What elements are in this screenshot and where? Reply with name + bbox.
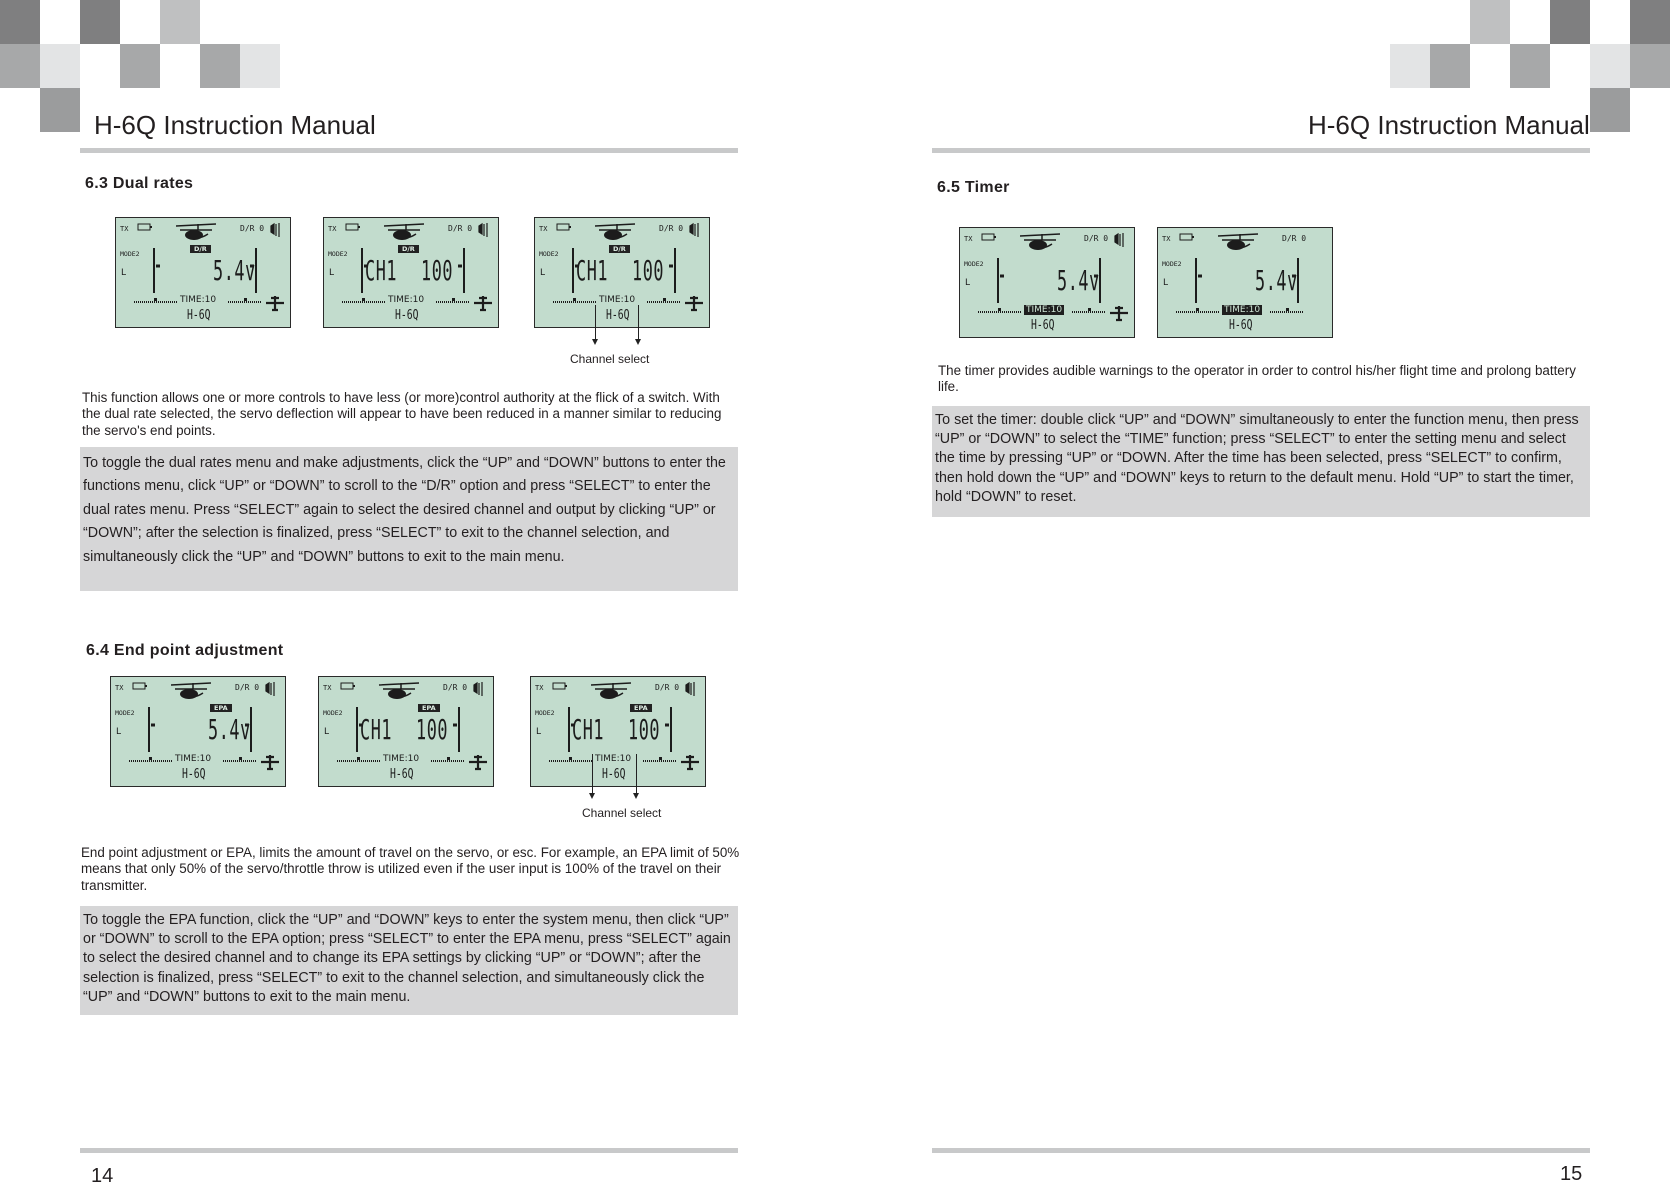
lcd-value: 100 xyxy=(421,254,454,287)
lcd-tx-label: TX xyxy=(539,225,548,233)
channel-select-arrow xyxy=(592,754,593,795)
dual-rates-instructions: To toggle the dual rates menu and make adjustments, click the “UP” and “DOWN” buttons to enter the functions menu, click “UP” or “DOWN” to scroll to the “D/R” option and press “SELECT” to enter the dual rates menu. Press “SELECT” again to select the desired channel and output by clicking “UP” or “DOWN”; after the selection is finalized, press “SELECT” to exit to the channel selection, and simultaneously click the “UP” and “DOWN” buttons to exit to the main menu. xyxy=(83,455,726,565)
lcd-l-label: L xyxy=(121,268,127,278)
lcd-timer-setting xyxy=(1157,227,1333,338)
left-page-number: 14 xyxy=(91,1165,114,1183)
left-footer-rule xyxy=(80,1148,738,1153)
lcd-model: H-6Q xyxy=(390,767,414,782)
lcd-dr-label: D/R 0 xyxy=(1282,234,1307,243)
dual-rates-instructions-box xyxy=(80,447,738,591)
right-page-number: 15 xyxy=(1560,1163,1583,1183)
channel-select-arrow xyxy=(636,754,637,795)
lcd-dr-tag: D/R xyxy=(609,245,630,253)
lcd-l-label: L xyxy=(536,727,542,737)
lcd-l-label: L xyxy=(324,727,330,737)
lcd-mode-label: MODE2 xyxy=(328,250,348,258)
lcd-model: H-6Q xyxy=(187,308,211,323)
lcd-mode-label: MODE2 xyxy=(535,709,555,717)
lcd-dr-label: D/R 0 xyxy=(1084,234,1109,243)
lcd-mode-label: MODE2 xyxy=(323,709,343,717)
lcd-dr-label: D/R 0 xyxy=(235,683,260,692)
lcd-epa-tag: EPA xyxy=(630,704,652,712)
end-point-title: 6.4 End point adjustment xyxy=(86,642,284,659)
lcd-dual-rates-ch1 xyxy=(323,217,499,328)
lcd-tx-label: TX xyxy=(964,235,973,243)
lcd-voltage: 5.4v xyxy=(213,254,256,287)
lcd-timer-main xyxy=(959,227,1135,338)
lcd-time: TIME:10 xyxy=(595,754,632,764)
lcd-dr-label: D/R 0 xyxy=(659,224,684,233)
lcd-channel: CH1 xyxy=(360,713,393,746)
timer-description: The timer provides audible warnings to the operator in order to control his/her flight time and prolong battery life. xyxy=(938,363,1576,395)
lcd-mode-label: MODE2 xyxy=(120,250,140,258)
lcd-channel: CH1 xyxy=(365,254,398,287)
lcd-time: TIME:10 xyxy=(180,295,217,305)
timer-title: 6.5 Timer xyxy=(937,179,1010,196)
lcd-l-label: L xyxy=(965,278,971,288)
lcd-model: H-6Q xyxy=(1031,318,1055,333)
lcd-time: TIME:10 xyxy=(175,754,212,764)
channel-select-arrow xyxy=(638,305,639,341)
lcd-dr-label: D/R 0 xyxy=(240,224,265,233)
lcd-mode-label: MODE2 xyxy=(964,260,984,268)
lcd-voltage: 5.4v xyxy=(1057,264,1100,297)
lcd-epa-ch1-select xyxy=(530,676,706,787)
lcd-model: H-6Q xyxy=(602,767,626,782)
lcd-l-label: L xyxy=(1163,278,1169,288)
lcd-dr-label: D/R 0 xyxy=(655,683,680,692)
lcd-epa-tag: EPA xyxy=(210,704,232,712)
lcd-dr-label: D/R 0 xyxy=(443,683,468,692)
lcd-dual-rates-ch1-select xyxy=(534,217,710,328)
lcd-l-label: L xyxy=(540,268,546,278)
lcd-l-label: L xyxy=(329,268,335,278)
lcd-mode-label: MODE2 xyxy=(539,250,559,258)
lcd-epa-tag: EPA xyxy=(418,704,440,712)
lcd-tx-label: TX xyxy=(120,225,129,233)
lcd-value: 100 xyxy=(628,713,661,746)
end-point-instructions: To toggle the EPA function, click the “UP” and “DOWN” keys to enter the system menu, then click “UP” or “DOWN” to scroll to the EPA option; press “SELECT” to enter the EPA menu, press “SELECT” again to select the desired channel and to change its EPA settings by clicking “UP” or “DOWN”; after the selection is finalized, press “SELECT” to exit to the channel selection, and simultaneously click the “UP” and “DOWN” buttons to exit to the main menu. xyxy=(83,912,731,1005)
lcd-tx-label: TX xyxy=(535,684,544,692)
lcd-dr-tag: D/R xyxy=(398,245,419,253)
lcd-model: H-6Q xyxy=(1229,318,1253,333)
right-header-rule xyxy=(932,148,1590,153)
right-footer-rule xyxy=(932,1148,1590,1153)
lcd-dr-label: D/R 0 xyxy=(448,224,473,233)
lcd-epa-main xyxy=(110,676,286,787)
lcd-model: H-6Q xyxy=(606,308,630,323)
channel-select-caption: Channel select xyxy=(582,806,662,820)
lcd-epa-ch1 xyxy=(318,676,494,787)
lcd-tx-label: TX xyxy=(323,684,332,692)
lcd-dual-rates-main xyxy=(115,217,291,328)
dual-rates-title: 6.3 Dual rates xyxy=(85,175,194,192)
channel-select-arrow xyxy=(595,305,596,341)
lcd-voltage: 5.4v xyxy=(208,713,251,746)
timer-instructions: To set the timer: double click “UP” and “DOWN” simultaneously to enter the function menu, then press “UP” or “DOWN” to select the “TIME” function; press “SELECT” to enter the setting menu and select the time by pressing “UP” or “DOWN. After the time has been selected, press “SELECT” to confirm, then hold down the “UP” and “DOWN” keys to return to the default menu. Hold “UP” to start the timer, hold “DOWN” to reset. xyxy=(935,412,1579,505)
lcd-model: H-6Q xyxy=(395,308,419,323)
lcd-time-highlighted: TIME:10 xyxy=(1224,305,1261,315)
lcd-mode-label: MODE2 xyxy=(115,709,135,717)
lcd-channel: CH1 xyxy=(576,254,609,287)
lcd-l-label: L xyxy=(116,727,122,737)
lcd-model: H-6Q xyxy=(182,767,206,782)
lcd-time: TIME:10 xyxy=(383,754,420,764)
lcd-time-highlighted: TIME:10 xyxy=(1026,305,1063,315)
lcd-value: 100 xyxy=(632,254,665,287)
lcd-voltage: 5.4v xyxy=(1255,264,1298,297)
lcd-channel: CH1 xyxy=(572,713,605,746)
right-page-header: H-6Q Instruction Manual xyxy=(1308,110,1590,140)
end-point-instructions-box xyxy=(80,906,738,1015)
dual-rates-description: This function allows one or more controls to have less (or more)control authority at the flick of a switch. With the dual rate selected, the servo deflection will appear to have been reduced in a manner similar to reducing the servo's end points. xyxy=(82,390,722,438)
lcd-value: 100 xyxy=(416,713,449,746)
lcd-tx-label: TX xyxy=(1162,235,1171,243)
left-header-rule xyxy=(80,148,738,153)
lcd-tx-label: TX xyxy=(328,225,337,233)
lcd-mode-label: MODE2 xyxy=(1162,260,1182,268)
timer-instructions-box xyxy=(932,406,1590,517)
lcd-dr-tag: D/R xyxy=(190,245,211,253)
lcd-tx-label: TX xyxy=(115,684,124,692)
channel-select-caption: Channel select xyxy=(570,352,650,366)
lcd-time: TIME:10 xyxy=(388,295,425,305)
left-page-header: H-6Q Instruction Manual xyxy=(94,110,376,140)
end-point-description: End point adjustment or EPA, limits the amount of travel on the servo, or esc. For example, an EPA limit of 50% means that only 50% of the servo/throttle throw is utilized even if the user input is 100% of the travel on their transmitter. xyxy=(81,845,740,893)
lcd-time: TIME:10 xyxy=(599,295,636,305)
